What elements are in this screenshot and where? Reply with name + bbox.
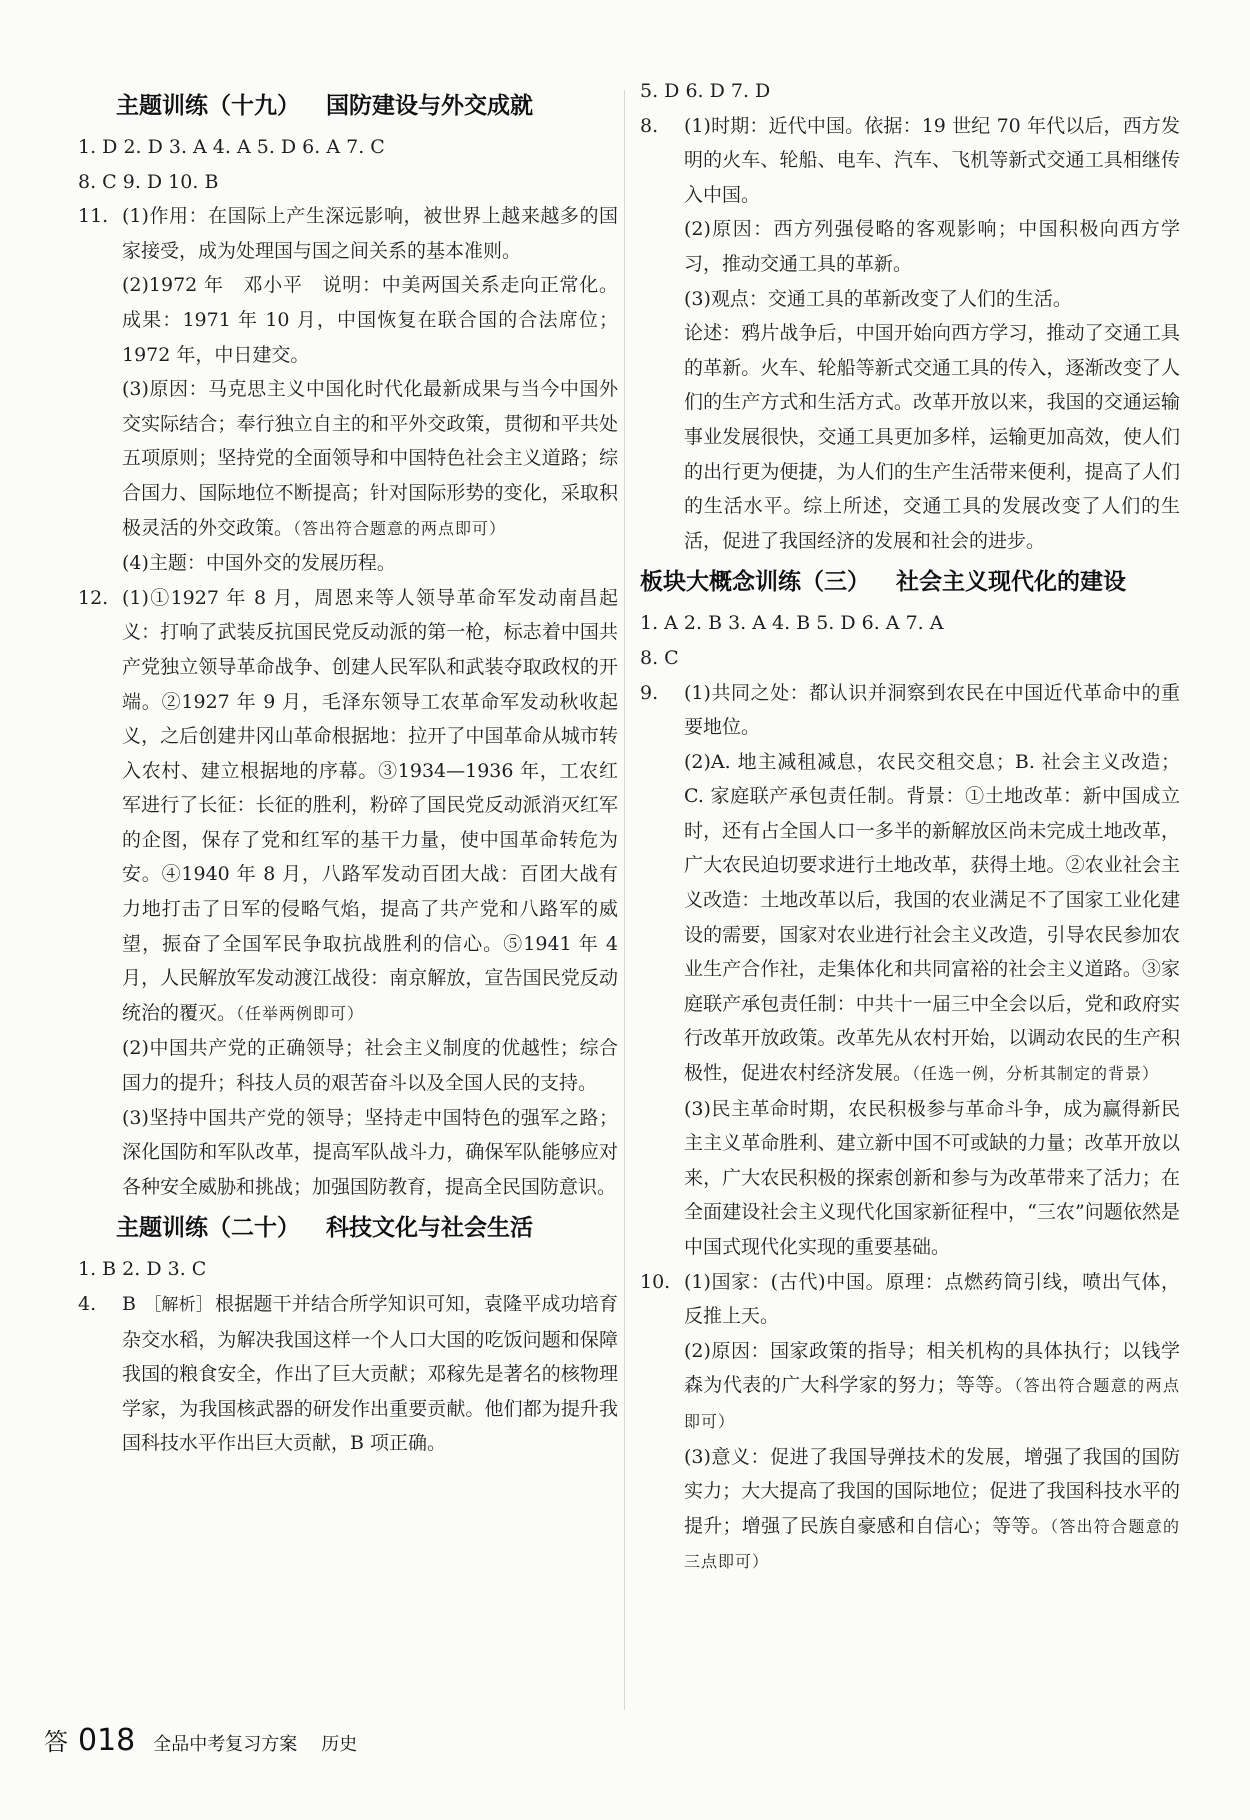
- answer-part-2: (2)1972 年 邓小平 说明：中美两国关系走向正常化。成果：1971 年 10 月，中国恢复在联合国的合法席位；1972 年，中日建交。: [122, 274, 618, 366]
- question-10: [640, 1265, 1180, 1580]
- answer-part-3: (3)民主革命时期，农民积极参与革命斗争，成为赢得新民主主义革命胜利、建立新中国不可或缺的力量；改革开放以来，广大农民积极的探索创新和参与为改革带来了活力；在全面建设社会主义现代化国家新征程中，“三农”问题依然是中国式现代化实现的重要基础。: [684, 1097, 1180, 1258]
- answer-text: (3)意义：促进了我国导弹技术的发展，增强了我国的国防实力；大大提高了我国的国际地位；促进了我国科技水平的提升；增强了民族自豪感和自信心；等等。: [684, 1445, 1180, 1537]
- question-number: 9.: [640, 681, 659, 704]
- question-number: 8.: [640, 114, 659, 137]
- answer-part-3: (3)观点：交通工具的革新改变了人们的生活。: [684, 287, 1072, 310]
- mc-answers-row-6: 8. C: [640, 646, 679, 669]
- page-footer: [44, 1722, 357, 1758]
- question-body: [122, 199, 618, 581]
- question-body: [684, 109, 1180, 559]
- answer-text: (2)原因：国家政策的指导；相关机构的具体执行；以钱学森为代表的广大科学家的努力；等等。: [684, 1339, 1180, 1397]
- answer-part-1: (1)共同之处：都认识并洞察到农民在中国近代革命中的重要地位。: [684, 681, 1180, 739]
- question-body: [122, 1287, 618, 1461]
- question-body: [684, 1265, 1180, 1580]
- answer-text: (1)①1927 年 8 月，周恩来等人领导革命军发动南昌起义：打响了武装反抗国民党反动派的第一枪，标志着中国共产党独立领导革命战争、创建人民军队和武装夺取政权的开端。②1927 年 9 月，毛泽东领导工农革命军发动秋收起义，之后创建井冈山革命根据地：拉开了中国革命从城市转入农村、建立根据地的序幕。③1934—1936 年，工农红军进行了长征：长征的胜利，粉碎了国民党反动派消灭红军的企图，保存了党和红军的基干力量，使中国革命转危为安。④1940 年 8 月，八路军发动百团大战：百团大战有力地打击了日军的侵略气焰，提高了共产党和八路军的威望，振奋了全国军民争取抗战胜利的信心。⑤1941 年 4 月，人民解放军发动渡江战役：南京解放，宣告国民党反动统治的覆灭。: [122, 586, 618, 1024]
- answer-text: (3)原因：马克思主义中国化时代化最新成果与当今中国外交实际结合；奉行独立自主的和平外交政策，贯彻和平共处五项原则；坚持党的全面领导和中国特色社会主义道路；综合国力、国际地位不断提高；针对国际形势的变化，采取积极灵活的外交政策。: [122, 378, 618, 539]
- page-number: 018: [78, 1723, 136, 1758]
- question-11: [78, 199, 618, 581]
- subject-label: 历史: [321, 1734, 358, 1755]
- section-label: 板块大概念训练（三）: [640, 569, 870, 596]
- answer-part-4: 论述：鸦片战争后，中国开始向西方学习，推动了交通工具的革新。火车、轮船等新式交通工具的传入，逐渐改变了人们的生产方式和生活方式。改革开放以来，我国的交通运输事业发展很快，交通工具更加多样，运输更加高效，使人们的出行更为便捷，为人们的生产生活带来便利，提高了人们的生活水平。综上所述，交通工具的发展改变了人们的生活，促进了我国经济的发展和社会的进步。: [684, 322, 1180, 552]
- right-column: [640, 82, 1180, 1580]
- answer-part: [122, 1287, 618, 1461]
- answer-part-2: [684, 745, 1180, 1092]
- answer-note: （任举两例即可）: [236, 1003, 365, 1023]
- answer-text: (2)A. 地主减租减息，农民交租交息；B. 社会主义改造；C. 家庭联产承包责任制。背景：①土地改革：新中国成立时，还有占全国人口一多半的新解放区尚未完成土地改革，广大农民迫切要求进行土地改革，获得土地。②农业社会主义改造：土地改革以后，我国的农业满足不了国家工业化建设的需要，国家对农业进行社会主义改造，引导农民参加农业生产合作社，走集体化和共同富裕的社会主义道路。③家庭联产承包责任制：中共十一届三中全会以后，党和政府实行改革开放政策。改革先从农村开始，以调动农民的生产积极性，促进农村经济发展。: [684, 750, 1180, 1085]
- answer-choice: B: [122, 1293, 136, 1315]
- answer-part-3: [122, 372, 618, 546]
- column-divider: [624, 90, 625, 1710]
- section-label: 主题训练（二十）: [116, 1215, 300, 1242]
- section-topic: 科技文化与社会生活: [326, 1215, 533, 1242]
- question-8: [640, 109, 1180, 559]
- section-topic: 社会主义现代化的建设: [896, 569, 1126, 596]
- answer-note: （答出符合题意的三点即可）: [684, 1516, 1180, 1572]
- answer-note: （答出符合题意的两点即可）: [684, 1376, 1180, 1431]
- section-title-block-3: [640, 562, 1180, 602]
- answer-part-1: (1)作用：在国际上产生深远影响，被世界上越来越多的国家接受，成为处理国与国之间关系的基本准则。: [122, 205, 618, 262]
- answer-part-4: (4)主题：中国外交的发展历程。: [122, 552, 396, 575]
- question-number: 10.: [640, 1270, 671, 1293]
- question-12: [78, 581, 618, 1205]
- answer-part-3: (3)坚持中国共产党的领导；坚持走中国特色的强军之路；深化国防和军队改革，提高军队战斗力，确保军队能够应对各种安全威胁和挑战；加强国防教育，提高全民国防意识。: [122, 1106, 618, 1198]
- question-body: [684, 676, 1180, 1265]
- answer-part-3: [684, 1440, 1180, 1580]
- section-title-20: [116, 1208, 618, 1248]
- answer-part-1: (1)时期：近代中国。依据：19 世纪 70 年代以后，西方发明的火车、轮船、电车、汽车、飞机等新式交通工具相继传入中国。: [684, 114, 1180, 206]
- mc-answers-row-1: 1. D 2. D 3. A 4. A 5. D 6. A 7. C: [78, 136, 385, 158]
- left-column: [78, 82, 618, 1461]
- mc-answers-row-3: 1. B 2. D 3. C: [78, 1258, 207, 1281]
- answer-part-2: [684, 1334, 1180, 1440]
- section-title-19: [116, 86, 618, 126]
- question-number: 4.: [78, 1293, 97, 1315]
- question-number: 12.: [78, 586, 109, 609]
- analysis-text: 根据题干并结合所学知识可知，袁隆平成功培育杂交水稻，为解决我国这样一个人口大国的吃饭问题和保障我国的粮食安全，作出了巨大贡献；邓稼先是著名的核物理学家，为我国核武器的研发作出重要贡献。他们都为提升我国科技水平作出巨大贡献，B 项正确。: [122, 1293, 618, 1455]
- answer-part-2: (2)原因：西方列强侵略的客观影响；中国积极向西方学习，推动交通工具的革新。: [684, 218, 1180, 275]
- question-4: [78, 1287, 618, 1461]
- section-topic: 国防建设与外交成就: [326, 93, 533, 119]
- answer-note: （任选一例，分析其制定的背景）: [912, 1064, 1160, 1084]
- question-body: [122, 581, 618, 1205]
- book-title: 全品中考复习方案: [153, 1734, 298, 1755]
- answer-note: （答出符合题意的两点即可）: [293, 518, 507, 538]
- mc-answers-row-5: 1. A 2. B 3. A 4. B 5. D 6. A 7. A: [640, 612, 944, 635]
- answer-label: 答: [44, 1728, 68, 1756]
- answer-part-1: (1)国家：(古代)中国。原理：点燃药筒引线，喷出气体，反推上天。: [684, 1270, 1180, 1328]
- mc-answers-row-4: 5. D 6. D 7. D: [640, 80, 771, 102]
- section-label: 主题训练（十九）: [116, 93, 300, 119]
- answer-part-2: (2)中国共产党的正确领导；社会主义制度的优越性；综合国力的提升；科技人员的艰苦奋斗以及全国人民的支持。: [122, 1037, 618, 1095]
- question-9: [640, 676, 1180, 1265]
- question-number: 11.: [78, 205, 109, 228]
- answer-part-1: [122, 581, 618, 1032]
- analysis-tag: ［解析］: [144, 1295, 214, 1315]
- mc-answers-row-2: 8. C 9. D 10. B: [78, 170, 219, 193]
